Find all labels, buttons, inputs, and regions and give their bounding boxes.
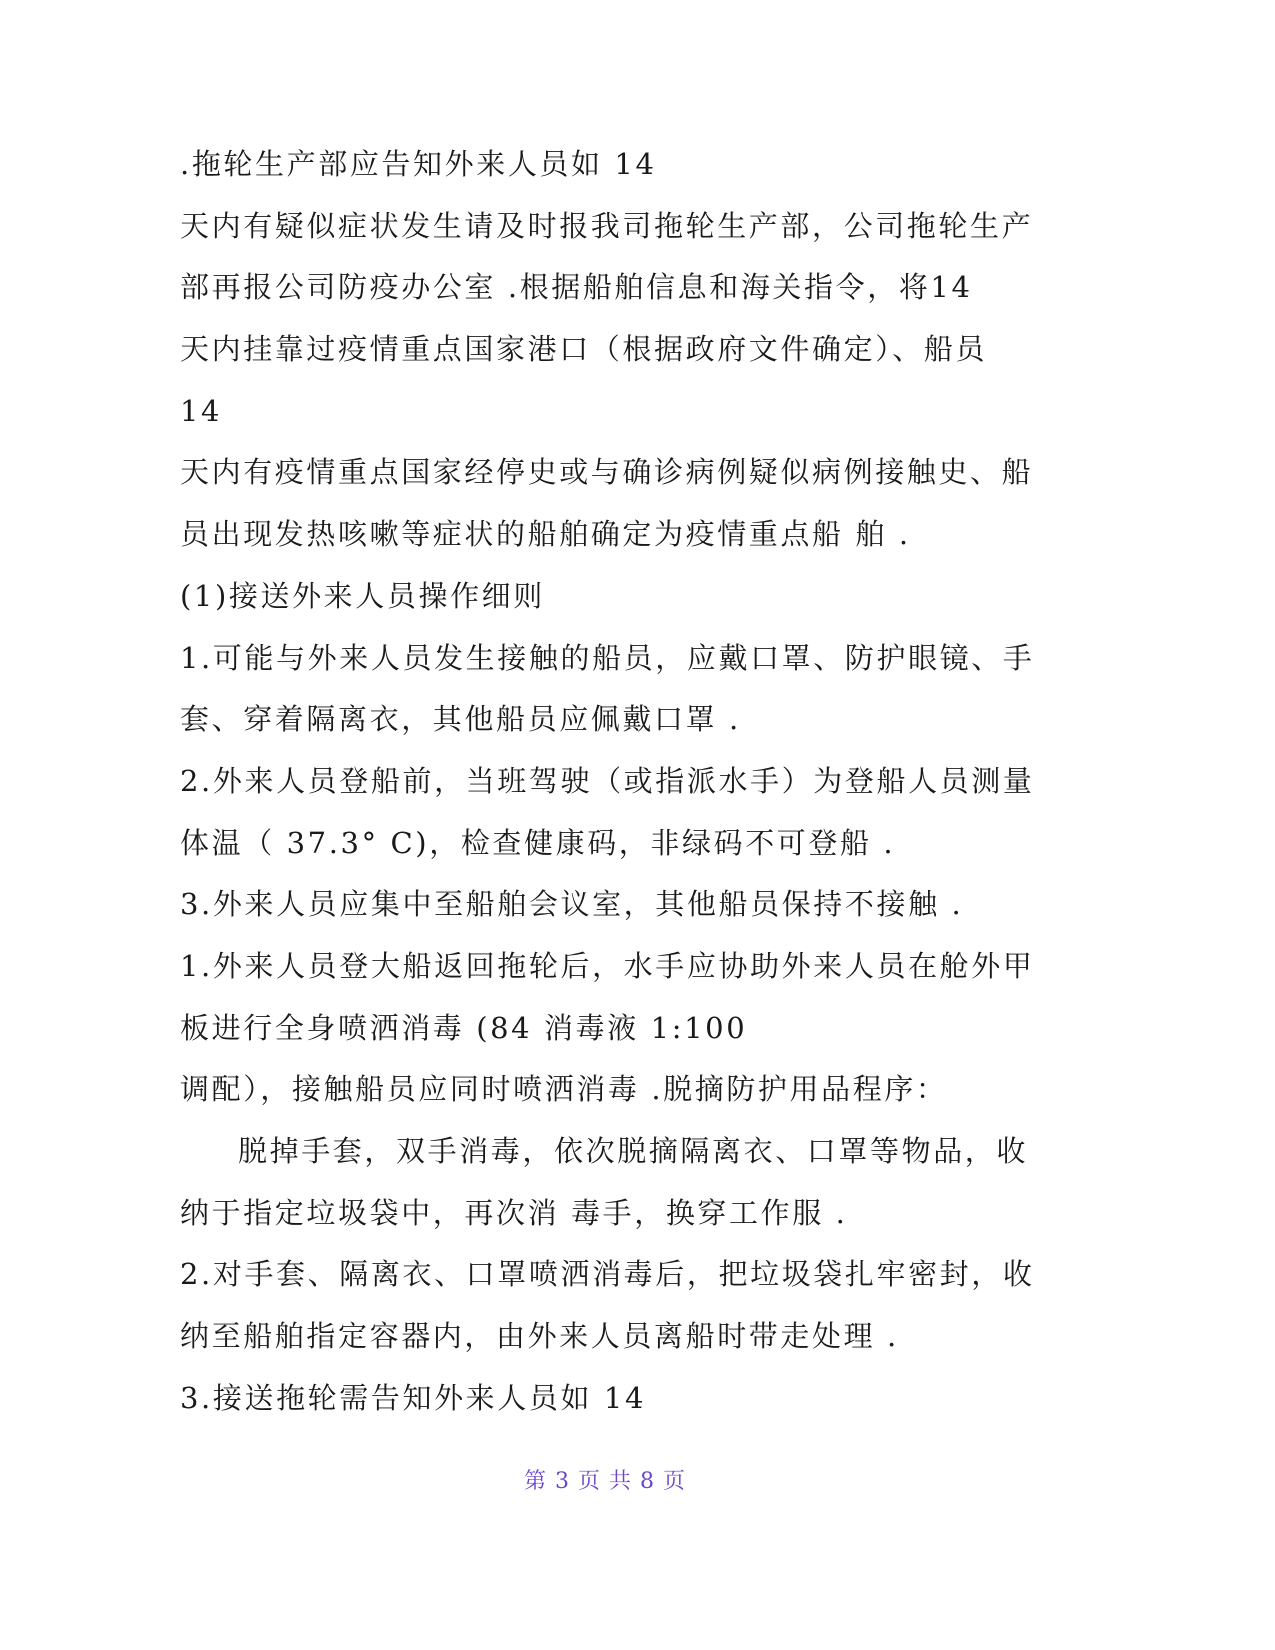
text-line: 14 bbox=[180, 393, 223, 428]
text-line-indented: 脱掉手套，双手消毒，依次脱摘隔离衣、口罩等物品，收 bbox=[238, 1134, 1029, 1168]
text-line: 1.外来人员登大船返回拖轮后，水手应协助外来人员在舱外甲 bbox=[180, 948, 1035, 983]
text-line: 纳于指定垃圾袋中，再次消 毒手，换穿工作服 . bbox=[180, 1195, 848, 1230]
text-line: 部再报公司防疫办公室 .根据船舶信息和海关指令，将14 bbox=[180, 270, 973, 305]
section-heading: (1)接送外来人员操作细则 bbox=[180, 578, 545, 613]
text-line: 2.外来人员登船前，当班驾驶（或指派水手）为登船人员测量 bbox=[180, 763, 1035, 798]
document-body bbox=[180, 134, 1180, 1429]
text-line: 套、穿着隔离衣，其他船员应佩戴口罩 . bbox=[180, 702, 741, 737]
text-line: 天内挂靠过疫情重点国家港口（根据政府文件确定）、船员 bbox=[180, 332, 988, 367]
text-line: .拖轮生产部应告知外来人员如 14 bbox=[180, 147, 657, 181]
text-line: 天内有疑似症状发生请及时报我司拖轮生产部，公司拖轮生产 bbox=[180, 208, 1034, 243]
page-number-footer: 第 3 页 共 8 页 bbox=[524, 1469, 686, 1494]
text-line: 天内有疫情重点国家经停史或与确诊病例疑似病例接触史、船 bbox=[180, 455, 1034, 490]
text-line: 纳至船舶指定容器内，由外来人员离船时带走处理 . bbox=[180, 1319, 899, 1354]
text-line: 3.外来人员应集中至船舶会议室，其他船员保持不接触 . bbox=[180, 887, 964, 922]
text-line: 1.可能与外来人员发生接触的船员，应戴口罩、防护眼镜、手 bbox=[180, 640, 1035, 675]
text-line: 3.接送拖轮需告知外来人员如 14 bbox=[180, 1380, 646, 1415]
text-line: 体温（ 37.3° C)，检查健康码，非绿码不可登船 . bbox=[180, 825, 896, 860]
text-line: 2.对手套、隔离衣、口罩喷洒消毒后，把垃圾袋扎牢密封，收 bbox=[180, 1257, 1035, 1292]
text-line: 调配），接触船员应同时喷洒消毒 .脱摘防护用品程序： bbox=[180, 1072, 948, 1107]
text-line: 员出现发热咳嗽等症状的船舶确定为疫情重点船 舶 . bbox=[180, 517, 911, 552]
text-line: 板进行全身喷洒消毒 (84 消毒液 1:100 bbox=[180, 1010, 748, 1045]
